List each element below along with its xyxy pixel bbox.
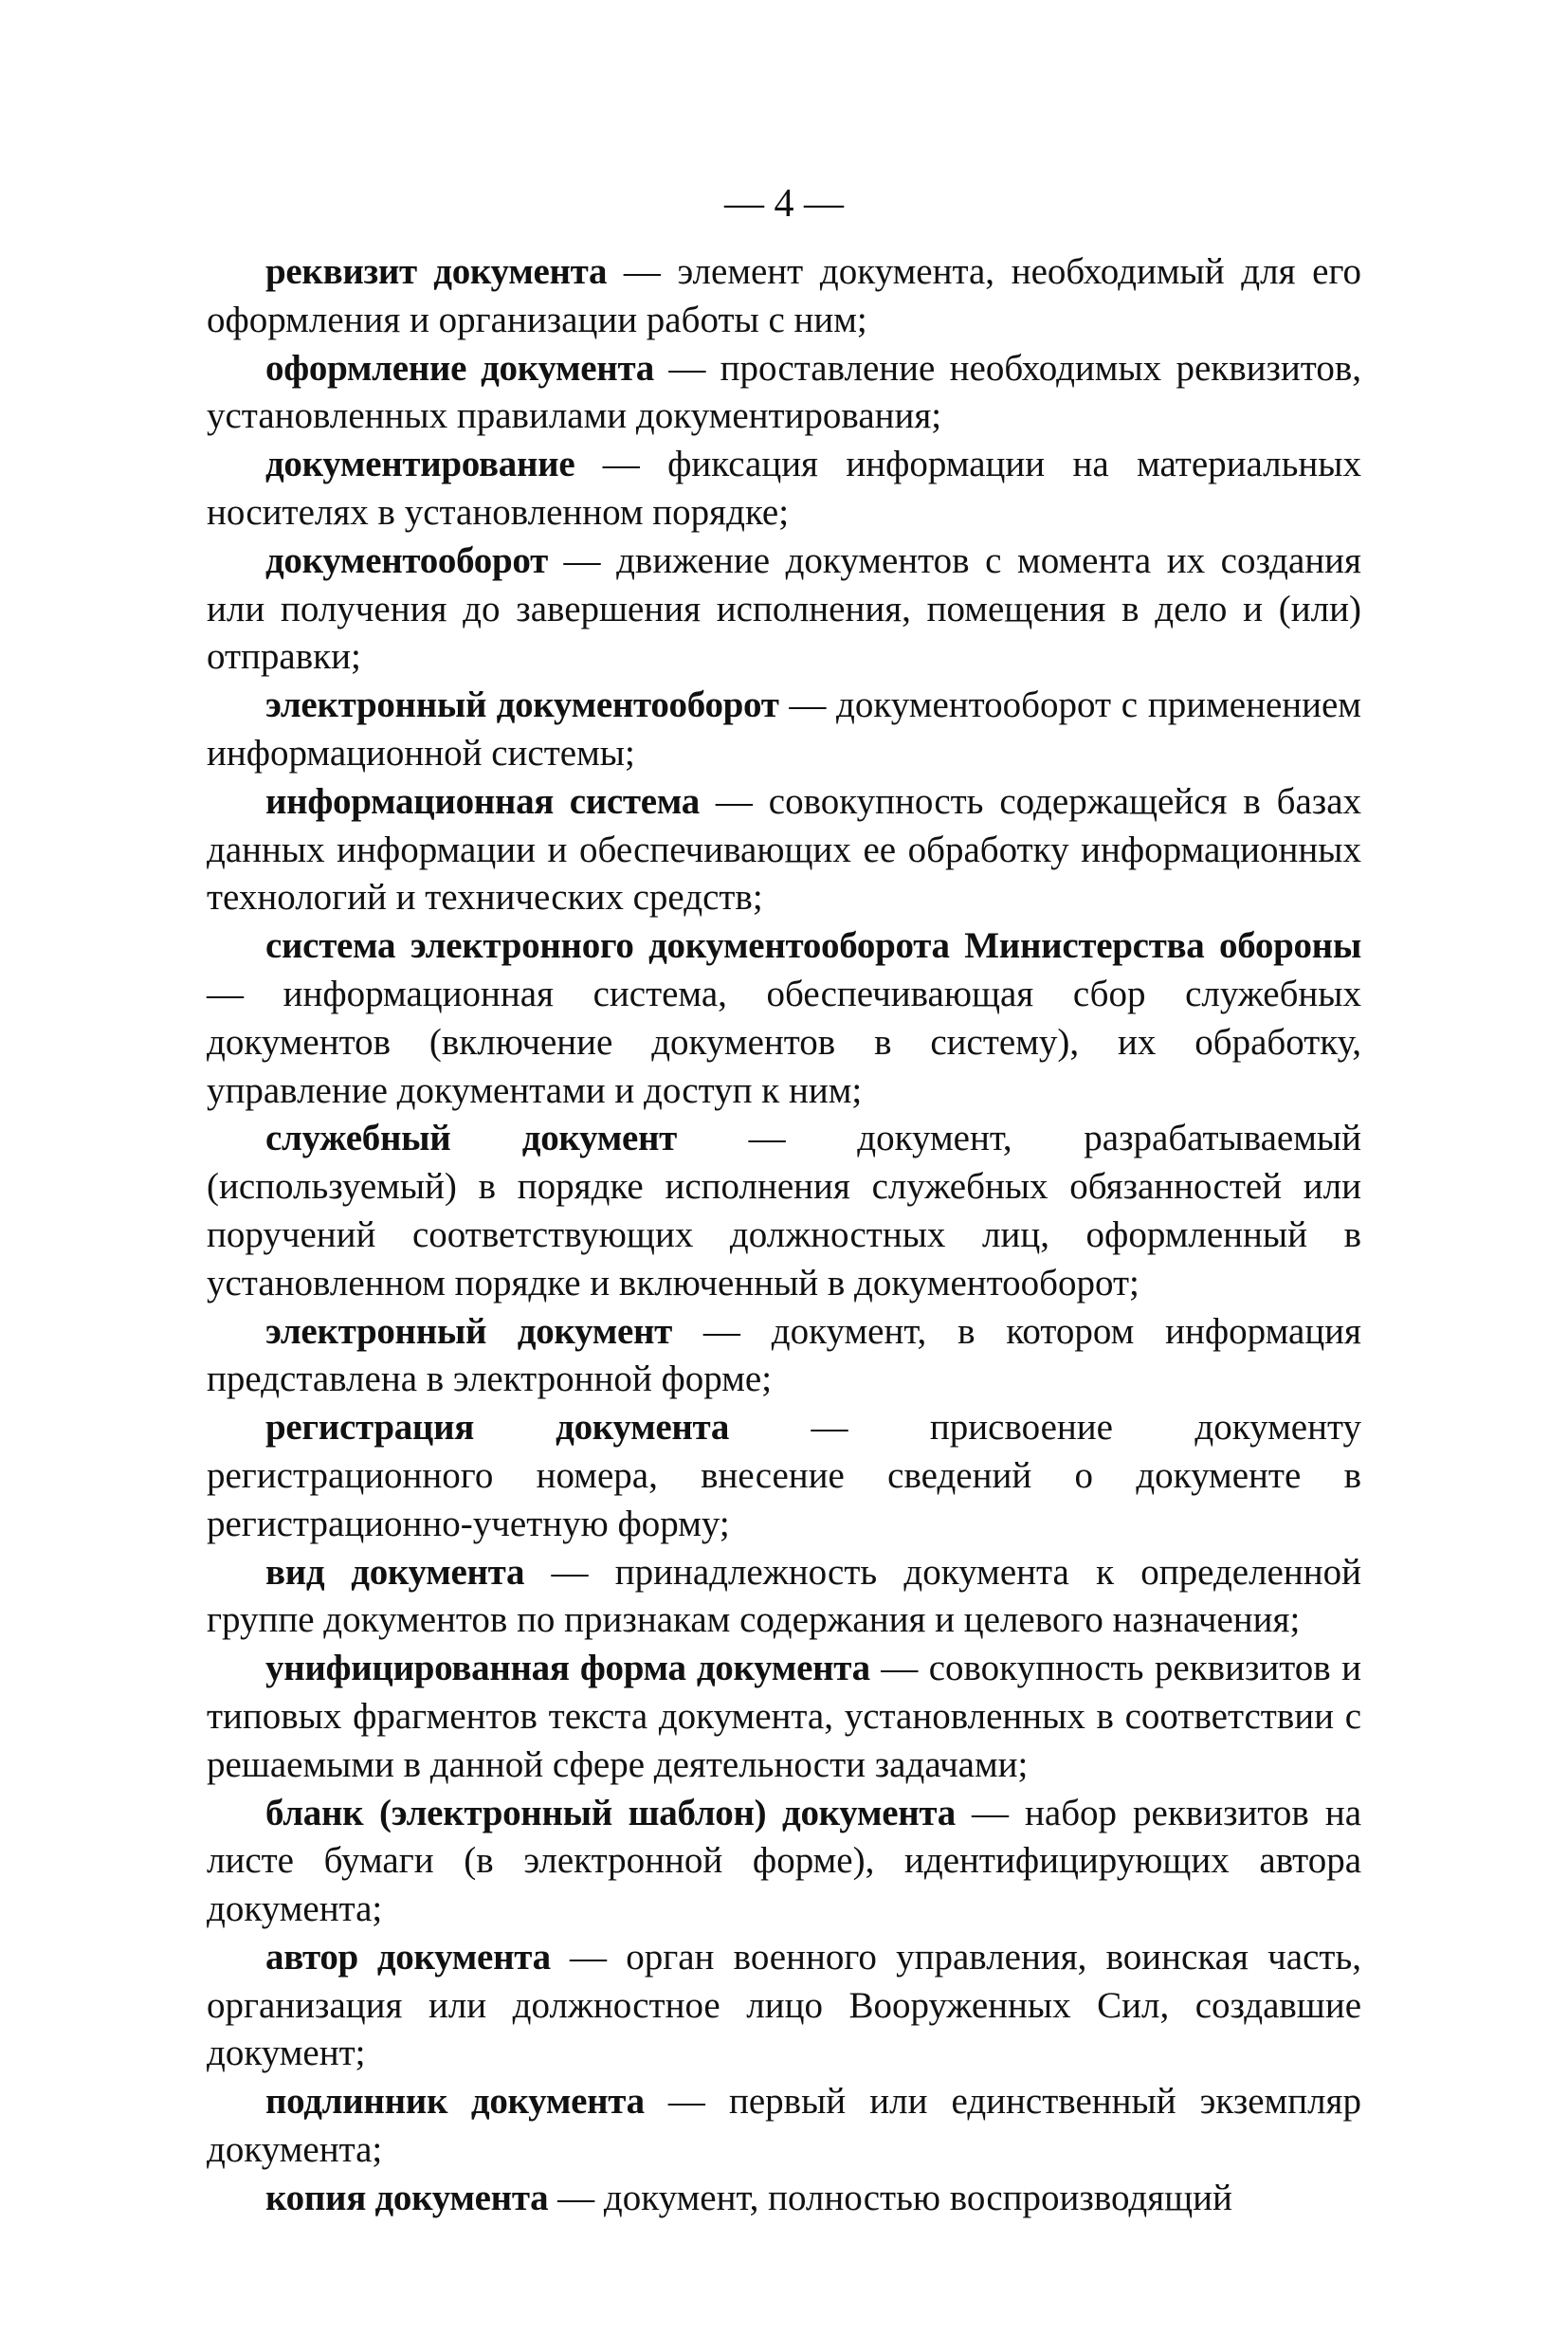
definition-term: система электронного документооборота Министерства обороны [265, 925, 1361, 967]
definition-text: — орган военного управления, воинская часть, организация или должностное лицо Вооруженных Сил, создавшие документ; [207, 1936, 1361, 2074]
definition-term: подлинник документа [265, 2081, 645, 2123]
definition-paragraph [207, 922, 1361, 1115]
definition-text: — документ, полностью воспроизводящий [548, 2177, 1232, 2218]
definition-term: электронный документ [265, 1310, 673, 1352]
definition-term: унифицированная форма документа [265, 1648, 870, 1689]
definition-term: реквизит документа [265, 251, 608, 292]
definition-text: — принадлежность документа к определенной группе документов по признакам содержания и целевого назначения; [207, 1551, 1361, 1641]
definition-paragraph [207, 1549, 1361, 1646]
definition-text: — присвоение документу регистрационного номера, внесение сведений о документе в регистрационно-учетную форму; [207, 1407, 1362, 1544]
definitions-list [207, 248, 1361, 2223]
definition-paragraph [207, 538, 1361, 682]
definition-text: — совокупность содержащейся в базах данных информации и обеспечивающих ее обработку информационных технологий и технических средств; [207, 780, 1362, 919]
definition-paragraph [207, 682, 1361, 778]
definition-paragraph [207, 2175, 1361, 2223]
definition-paragraph [207, 1404, 1361, 1548]
definition-term: бланк (электронный шаблон) документа [265, 1792, 956, 1833]
definition-text: — движение документов с момента их создания или получения до завершения исполнения, помещения в дело и (или) отправки; [207, 539, 1361, 678]
definition-term: автор документа [265, 1936, 551, 1978]
definition-term: служебный документ [265, 1118, 677, 1159]
definition-text: — набор реквизитов на листе бумаги (в электронной форме), идентифицирующих автора документа; [207, 1792, 1361, 1930]
definition-term: документооборот [265, 539, 548, 581]
definition-text: — информационная система, обеспечивающая сбор служебных документов (включение документов в систему), их обработку, управление документами и доступ к ним; [207, 973, 1361, 1111]
definition-term: вид документа [265, 1551, 525, 1593]
page-number: — 4 — [724, 182, 844, 226]
definition-paragraph [207, 1645, 1361, 1789]
definition-paragraph [207, 2078, 1361, 2175]
definition-text: — фиксация информации на материальных носителях в установленном порядке; [207, 444, 1361, 533]
definition-text: — документооборот с применением информационной системы; [207, 684, 1361, 774]
definition-paragraph [207, 1115, 1361, 1307]
definition-paragraph [207, 345, 1361, 442]
definition-text: — элемент документа, необходимый для его оформления и организации работы с ним; [207, 251, 1362, 340]
definition-paragraph [207, 1790, 1361, 1934]
definition-text: — проставление необходимых реквизитов, установленных правилами документирования; [207, 347, 1362, 437]
definition-term: оформление документа [265, 347, 655, 389]
definition-text: — документ, в котором информация представлена в электронной форме; [207, 1310, 1361, 1400]
definition-paragraph [207, 778, 1361, 922]
definition-text: — документ, разрабатываемый (используемый) в порядке исполнения служебных обязанностей или поручений соответствующих должностных лиц, оформленный в установленном порядке и включенный в документооборот; [207, 1118, 1361, 1304]
definition-term: регистрация документа [265, 1407, 730, 1449]
definition-text: — совокупность реквизитов и типовых фрагментов текста документа, установленных в соответствии с решаемыми в данной сфере деятельности задачами; [207, 1648, 1362, 1785]
definition-paragraph [207, 1934, 1361, 2078]
definition-text: — первый или единственный экземпляр документа; [207, 2081, 1361, 2171]
definition-term: копия документа [265, 2177, 549, 2218]
definition-term: электронный документооборот [265, 684, 779, 726]
definition-paragraph [207, 1308, 1361, 1405]
definition-paragraph [207, 441, 1361, 538]
definition-term: информационная система [265, 780, 700, 822]
definition-term: документирование [265, 444, 575, 485]
definition-paragraph [207, 248, 1361, 345]
